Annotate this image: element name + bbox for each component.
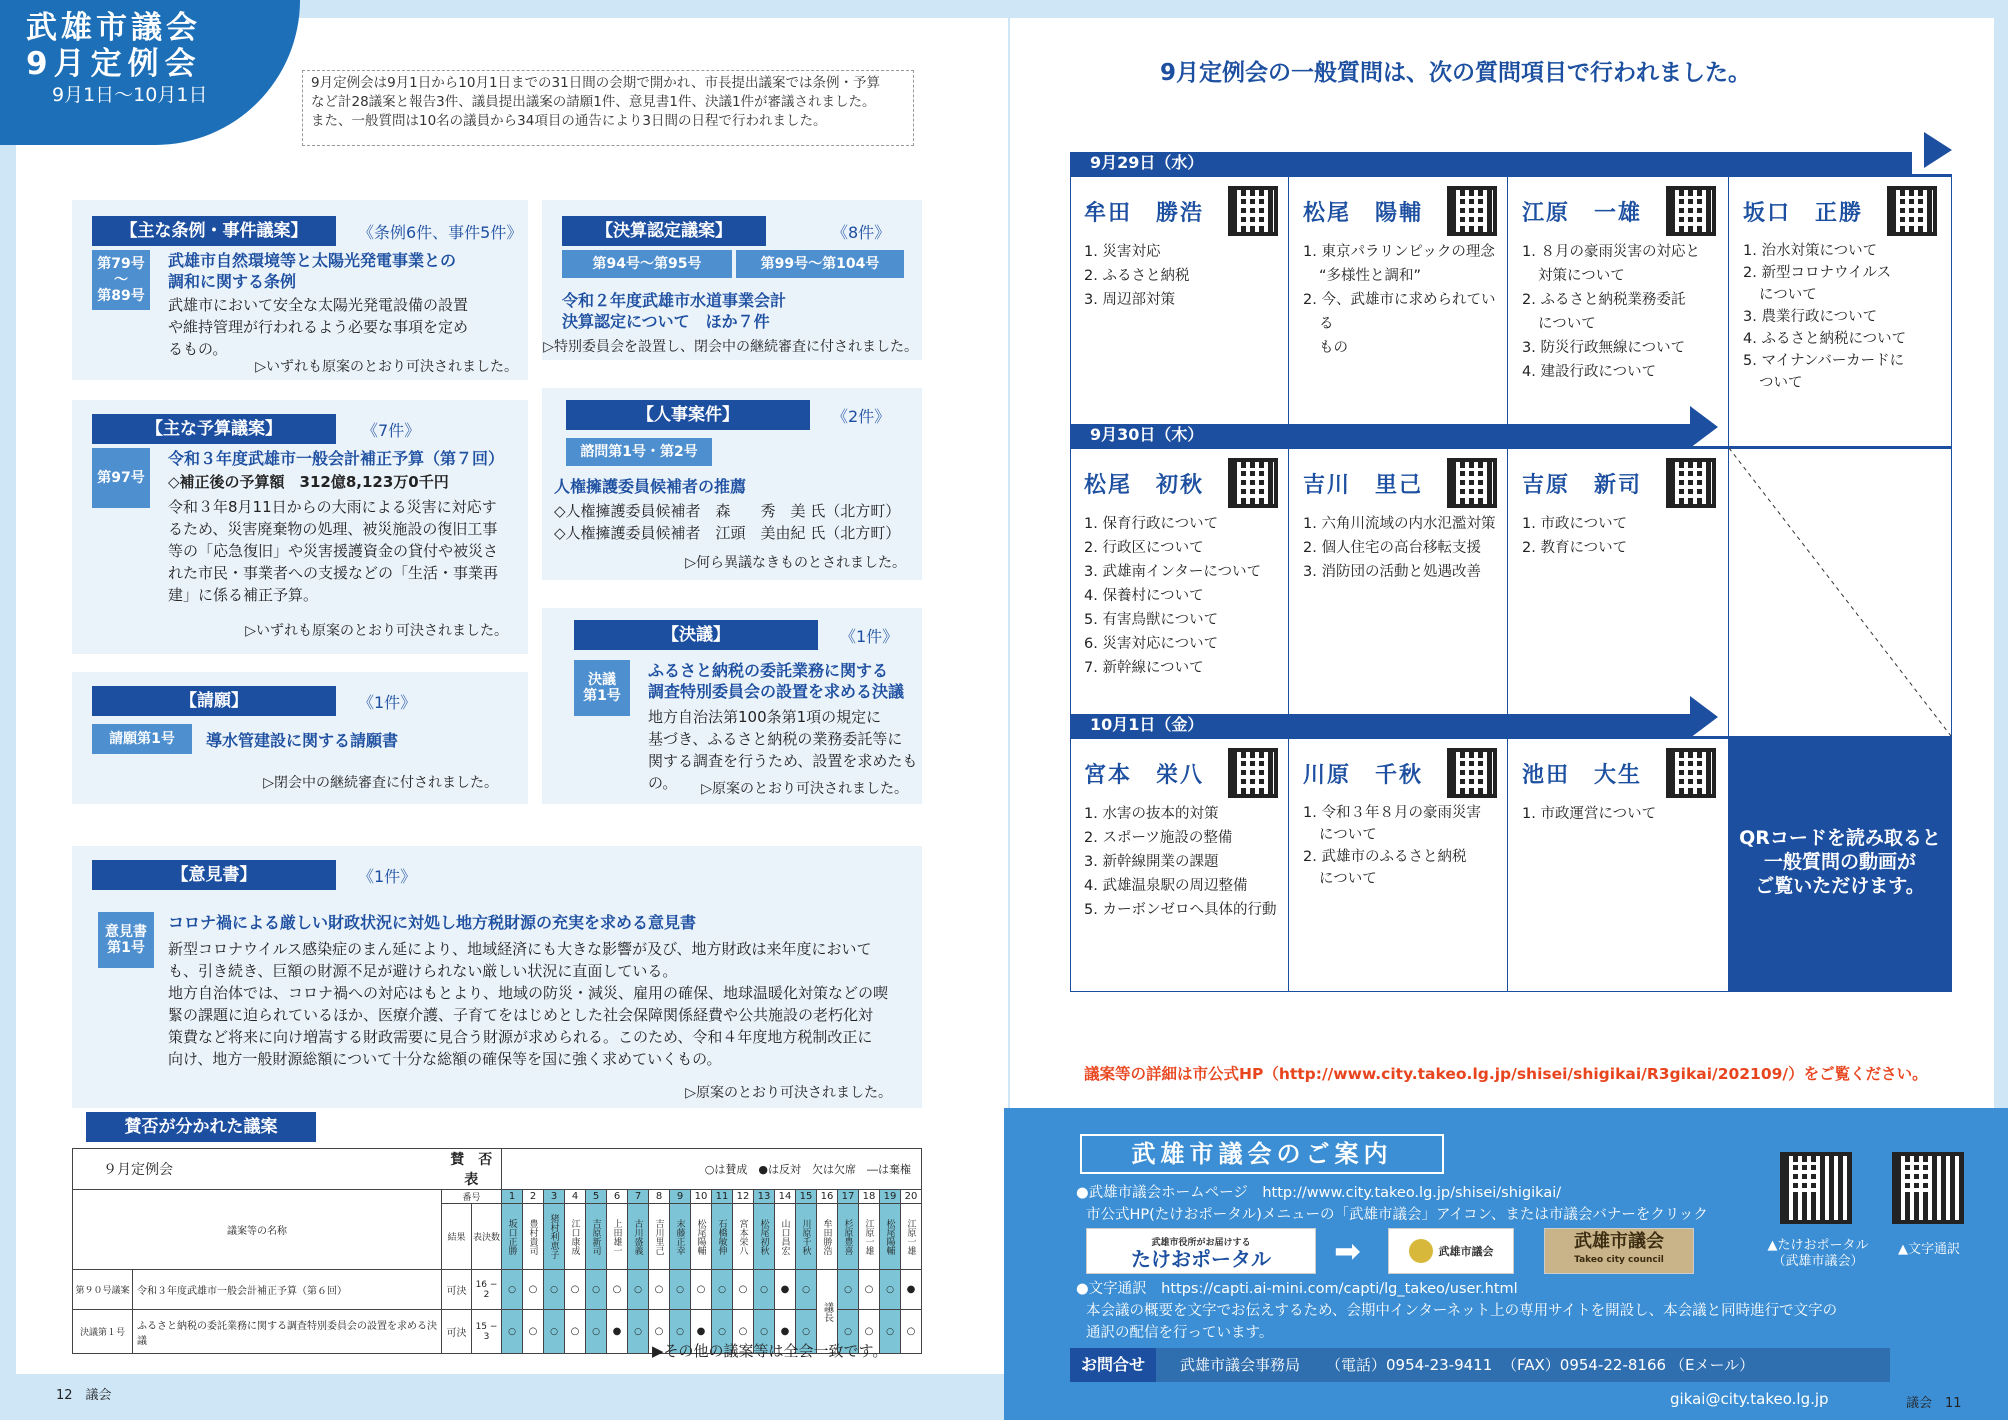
chair-cell: 議長 xyxy=(817,1270,838,1354)
bill-title: 人権擁護委員候補者の推薦 xyxy=(554,477,747,496)
member-cell xyxy=(1508,448,1728,714)
detail-link[interactable]: 議案等の詳細は市公式HP（http://www.city.takeo.lg.jp/shisei/shigikai/R3gikai/202109/）をご覧ください。 xyxy=(1084,1065,1928,1083)
session-label: ９月定例会 xyxy=(73,1149,442,1190)
question-item: 1. 災害対応 xyxy=(1084,244,1161,260)
resolution-box xyxy=(542,608,922,804)
row-id: 第９０号議案 xyxy=(73,1270,133,1310)
row-id: 決議第１号 xyxy=(73,1310,133,1354)
hp-link[interactable]: ●武雄市議会ホームページ http://www.city.takeo.lg.jp/shisei/shigikai/ xyxy=(1076,1185,1562,1201)
member-number: 18 xyxy=(859,1190,880,1204)
phone-number: （電話）0954-23-9411 xyxy=(1326,1356,1493,1374)
question-list xyxy=(1522,802,1656,826)
vote-cell: ○ xyxy=(502,1270,523,1310)
member-name: 江原 一雄 xyxy=(1522,201,1643,226)
council-guide xyxy=(1004,1108,2008,1420)
day-bar: 9月29日（水） xyxy=(1070,152,1912,174)
vote-cell: ● xyxy=(901,1270,922,1310)
table-row xyxy=(73,1270,922,1310)
vote-cell: ○ xyxy=(628,1270,649,1310)
vote-cell: ○ xyxy=(733,1270,754,1310)
vote-cell: ○ xyxy=(670,1310,691,1354)
vote-cell: ○ xyxy=(880,1310,901,1354)
fax-number: （FAX）0954-22-8166 xyxy=(1502,1356,1667,1374)
member-name: 吉原 新司 xyxy=(1522,473,1643,498)
member-name: 川原千秋 xyxy=(796,1204,817,1270)
question-item: 1. 市政について xyxy=(1522,516,1628,532)
member-name: 江原一雄 xyxy=(859,1204,880,1270)
member-cell xyxy=(1508,176,1728,424)
member-name: 坂口 正勝 xyxy=(1743,201,1864,226)
caption-link[interactable]: ●文字通訳 https://capti.ai-mini.com/capti/lg_takeo/user.html xyxy=(1076,1281,1518,1297)
member-name: 吉原新司 xyxy=(586,1204,607,1270)
bill-result: ▷原案のとおり可決されました。 xyxy=(685,1085,892,1101)
council-banner-sub: Takeo city council xyxy=(1574,1255,1664,1265)
section-count: 《2件》 xyxy=(832,407,891,426)
bango-header: 番号 xyxy=(442,1190,502,1204)
candidate-line: ◇人権擁護委員候補者 江頭 美由紀 氏（北方町） xyxy=(554,524,901,542)
bill-title: 武雄市自然環境等と太陽光発電事業との 調和に関する条例 xyxy=(168,251,457,291)
qr-code-icon[interactable] xyxy=(1228,458,1278,508)
council-emblem-icon xyxy=(1409,1239,1433,1263)
member-name: 池田 大生 xyxy=(1522,763,1643,788)
section-header: 【決算認定議案】 xyxy=(562,216,766,246)
vote-cell: ○ xyxy=(838,1270,859,1310)
settlement-box xyxy=(542,200,922,360)
day-bar: 9月30日（木） xyxy=(1070,424,1690,446)
member-name: 石橋敏伸 xyxy=(712,1204,733,1270)
page-number-right: 議会 11 xyxy=(1906,1396,1962,1411)
section-count: 《1件》 xyxy=(358,693,417,712)
member-cell xyxy=(1289,176,1507,424)
bill-number: 第79号 〜 第89号 xyxy=(92,250,150,310)
member-number: 4 xyxy=(565,1190,586,1204)
member-number: 15 xyxy=(796,1190,817,1204)
vote-note: ▶その他の議案等は全会一致です。 xyxy=(652,1342,888,1360)
ordinance-box xyxy=(72,200,528,380)
question-list xyxy=(1522,512,1627,560)
council-icon-label: 武雄市議会 xyxy=(1438,1245,1494,1258)
bill-body: 地方自治法第100条第1項の規定に 基づき、ふるさと納税の業務委託等に 関する調査を行うため、設置を求めたもの。 xyxy=(648,708,918,792)
bill-title: 導水管建設に関する請願書 xyxy=(206,731,399,750)
section-count: 《8件》 xyxy=(832,223,891,242)
member-number: 14 xyxy=(775,1190,796,1204)
vote-cell: ○ xyxy=(733,1310,754,1354)
member-cell xyxy=(1289,448,1507,714)
arrow-right-icon: ➡ xyxy=(1334,1232,1361,1270)
question-item: 2. 教育について xyxy=(1522,540,1628,556)
vote-cell: ○ xyxy=(607,1270,628,1310)
member-number: 7 xyxy=(628,1190,649,1204)
question-list xyxy=(1303,802,1481,890)
question-item: 5. マイナンバーカードに ついて xyxy=(1743,353,1905,391)
vote-legend: ○は賛成 ●は反対 欠は欠席 ―は棄権 xyxy=(502,1149,922,1190)
section-count: 《7件》 xyxy=(362,421,421,440)
portal-small-text: 武雄市役所がお届けする xyxy=(1151,1238,1251,1248)
budget-amount: ◇補正後の予算額 312億8,123万0千円 xyxy=(168,473,449,491)
member-number: 20 xyxy=(901,1190,922,1204)
qr-code-icon[interactable] xyxy=(1780,1152,1852,1224)
member-cell xyxy=(1729,176,1951,424)
question-list xyxy=(1743,240,1906,394)
row-name: ふるさと納税の委託業務に関する調査特別委員会の設置を求める決議 xyxy=(133,1310,442,1354)
bill-result: ▷何ら異議なきものとされました。 xyxy=(685,555,906,571)
bill-title: コロナ禍による厳しい財政状況に対処し地方税財源の充実を求める意見書 xyxy=(168,913,697,932)
member-name: 猪村利恵子 xyxy=(544,1204,565,1270)
question-item: 2. ふるさと納税業務委託 について xyxy=(1522,292,1686,332)
section-count: 《条例6件、事件5件》 xyxy=(358,223,523,242)
member-name: 牟田勝浩 xyxy=(817,1204,838,1270)
member-number: 1 xyxy=(502,1190,523,1204)
bill-body: 武雄市において安全な太陽光発電設備の設置 や維持管理が行われるよう必要な事項を定め るもの。 xyxy=(168,296,469,358)
vote-table xyxy=(72,1148,922,1354)
member-name: 松尾陽輔 xyxy=(691,1204,712,1270)
member-name: 吉川 里己 xyxy=(1303,473,1424,498)
contact-label: お問合せ xyxy=(1070,1348,1156,1382)
member-name: 山口昌宏 xyxy=(775,1204,796,1270)
section-count: 《1件》 xyxy=(358,867,417,886)
budget-box xyxy=(72,400,528,654)
member-number: 3 xyxy=(544,1190,565,1204)
question-item: 5. カーボンゼロへ具体的行動 xyxy=(1084,902,1277,918)
vote-cell: ● xyxy=(775,1270,796,1310)
bill-number: 第94号〜第95号 xyxy=(562,250,732,278)
qr-code-icon[interactable] xyxy=(1666,458,1716,508)
question-item: 2. 武雄市のふるさと納税 について xyxy=(1303,849,1467,887)
question-list xyxy=(1084,512,1261,680)
question-item: 2. 新型コロナウイルス について xyxy=(1743,265,1892,303)
question-list xyxy=(1303,512,1495,584)
bill-result: ▷いずれも原案のとおり可決されました。 xyxy=(245,623,508,639)
member-name: 吉川里己 xyxy=(649,1204,670,1270)
section-header: 【意見書】 xyxy=(92,860,336,890)
member-name: 松尾 陽輔 xyxy=(1303,201,1424,226)
vote-cell: ○ xyxy=(565,1270,586,1310)
contact-bar xyxy=(1070,1348,1890,1408)
member-cell xyxy=(1508,738,1728,992)
member-number: 19 xyxy=(880,1190,901,1204)
question-item: 2. 行政区について xyxy=(1084,540,1204,556)
count-header: 表決数 xyxy=(472,1204,502,1270)
vote-cell: ○ xyxy=(565,1310,586,1354)
question-item: 6. 災害対応について xyxy=(1084,636,1219,652)
row-count: 16 − 2 xyxy=(472,1270,502,1310)
bill-number: 第97号 xyxy=(92,448,150,508)
question-item: 1. 保育行政について xyxy=(1084,516,1219,532)
row-result: 可決 xyxy=(442,1310,472,1354)
question-item: 1. 市政運営について xyxy=(1522,806,1657,822)
page-number-left: 12 議会 xyxy=(56,1388,112,1403)
council-banner-title: 武雄市議会 xyxy=(1574,1231,1664,1252)
bill-result: ▷原案のとおり可決されました。 xyxy=(701,781,908,797)
member-number: 10 xyxy=(691,1190,712,1204)
hp-instruction: 市公式HP(たけおポータル)メニューの「武雄市議会」アイコン、または市議会バナーをクリック xyxy=(1086,1207,1708,1223)
member-number: 12 xyxy=(733,1190,754,1204)
vote-section-title: 賛否が分かれた議案 xyxy=(86,1112,316,1142)
qr-code-icon[interactable] xyxy=(1666,186,1716,236)
question-item: 1. ８月の豪雨災害の対応と 対策について xyxy=(1522,244,1700,284)
intro-line: また、一般質問は10名の議員から34項目の通告により3日間の日程で行われました。 xyxy=(311,113,827,129)
bill-result: ▷特別委員会を設置し、閉会中の継続審査に付されました。 xyxy=(543,339,918,355)
candidate-line: ◇人権擁護委員候補者 森 秀 美 氏（北方町） xyxy=(554,502,901,520)
member-number: 6 xyxy=(607,1190,628,1204)
vote-cell: ○ xyxy=(544,1310,565,1354)
member-name: 牟田 勝浩 xyxy=(1084,201,1205,226)
member-name: 上田雄一 xyxy=(607,1204,628,1270)
empty-cell-diagonal xyxy=(1729,448,1951,736)
qr-code-icon[interactable] xyxy=(1892,1152,1964,1224)
intro-line: など計28議案と報告3件、議員提出議案の請願1件、意見書1件、決議1件が審議されました。 xyxy=(311,94,876,110)
section-header: 【決議】 xyxy=(574,620,818,650)
question-list xyxy=(1303,240,1507,360)
vote-cell: ○ xyxy=(901,1310,922,1354)
vote-cell: ○ xyxy=(502,1310,523,1354)
vote-cell: ● xyxy=(775,1310,796,1354)
qr-code-icon[interactable] xyxy=(1447,458,1497,508)
vote-cell: ○ xyxy=(586,1270,607,1310)
badge-line3: 9月1日〜10月1日 xyxy=(52,84,208,106)
vote-cell: ○ xyxy=(859,1310,880,1354)
council-banner[interactable] xyxy=(1544,1228,1694,1274)
vote-cell: ○ xyxy=(649,1270,670,1310)
row-name: 令和３年度武雄市一般会計補正予算（第６回） xyxy=(133,1270,442,1310)
member-name: 杉原豊喜 xyxy=(838,1204,859,1270)
question-item: 4. 武雄温泉駅の周辺整備 xyxy=(1084,878,1248,894)
section-header: 【主な条例・事件議案】 xyxy=(92,216,336,246)
bill-number: 決議 第1号 xyxy=(574,660,630,716)
guide-title: 武雄市議会のご案内 xyxy=(1080,1134,1444,1174)
right-title: 9月定例会の一般質問は、次の質問項目で行われました。 xyxy=(1160,60,1752,86)
qr-code-icon[interactable] xyxy=(1666,748,1716,798)
intro-line: 9月定例会は9月1日から10月1日までの31日間の会期で開かれ、市長提出議案では条例・予算 xyxy=(311,75,881,91)
row-count: 15 − 3 xyxy=(472,1310,502,1354)
member-number: 5 xyxy=(586,1190,607,1204)
vote-cell: ● xyxy=(691,1310,712,1354)
vote-cell: ○ xyxy=(523,1310,544,1354)
member-cell xyxy=(1070,448,1288,714)
question-item: 3. 農業行政について xyxy=(1743,309,1878,325)
question-item: 2. 今、武雄市に求められている もの xyxy=(1303,292,1496,356)
question-item: 4. 建設行政について xyxy=(1522,364,1657,380)
table-title: 賛 否 表 xyxy=(442,1149,502,1190)
member-number: 13 xyxy=(754,1190,775,1204)
qr-caption: ▲たけおポータル （武雄市議会） xyxy=(1767,1238,1869,1269)
vote-cell: ○ xyxy=(544,1270,565,1310)
question-item: 1. 治水対策について xyxy=(1743,243,1878,259)
caption-description: 本会議の概要を文字でお伝えするため、会期中インターネット上の専用サイトを開設し、本会議と同時進行で文字の 通訳の配信を行っています。 xyxy=(1086,1303,1838,1341)
qr-code-icon[interactable] xyxy=(1228,186,1278,236)
result-header: 結果 xyxy=(442,1204,472,1270)
member-number: 9 xyxy=(670,1190,691,1204)
member-cell xyxy=(1070,738,1288,992)
bill-body: 令和３年8月11日からの大雨による災害に対応す るため、災害廃棄物の処理、被災施設の復旧工事 等の「応急復旧」や災害援護資金の貸付や被災さ れた市民・事業者への支援などの「生活・事業再 建」に係る補正予算。 xyxy=(168,498,499,604)
member-name: 江原一雄 xyxy=(901,1204,922,1270)
member-name: 松尾陽輔 xyxy=(880,1204,901,1270)
member-name: 松尾初秋 xyxy=(754,1204,775,1270)
question-list xyxy=(1084,802,1276,922)
question-item: 1. 令和３年８月の豪雨災害 について xyxy=(1303,805,1481,843)
council-icon-button[interactable] xyxy=(1388,1228,1514,1274)
bill-number: 諮問第1号・第2号 xyxy=(566,438,712,466)
question-list xyxy=(1084,240,1189,312)
member-name: 宮本 栄八 xyxy=(1084,763,1205,788)
member-name: 古川盛義 xyxy=(628,1204,649,1270)
vote-cell: ○ xyxy=(859,1270,880,1310)
bill-title: 令和３年度武雄市一般会計補正予算（第７回） xyxy=(168,449,505,468)
vote-cell: ○ xyxy=(712,1310,733,1354)
member-number: 2 xyxy=(523,1190,544,1204)
member-number: 11 xyxy=(712,1190,733,1204)
day-bar: 10月1日（金） xyxy=(1070,714,1690,736)
section-header: 【請願】 xyxy=(92,686,336,716)
vote-cell: ○ xyxy=(670,1270,691,1310)
question-item: 3. 消防団の活動と処遇改善 xyxy=(1303,564,1481,580)
member-name: 宮本栄八 xyxy=(733,1204,754,1270)
vote-cell: ○ xyxy=(586,1310,607,1354)
question-item: 1. 六角川流域の内水氾濫対策 xyxy=(1303,516,1496,532)
intro-text xyxy=(302,70,914,146)
vote-cell: ○ xyxy=(523,1270,544,1310)
vote-cell: ○ xyxy=(796,1310,817,1354)
badge-line2: 9月定例会 xyxy=(26,46,202,82)
member-number: 8 xyxy=(649,1190,670,1204)
bill-title: ふるさと納税の委託業務に関する 調査特別委員会の設置を求める決議 xyxy=(648,661,905,701)
arrow-right-icon xyxy=(1924,132,1952,168)
qr-code-icon[interactable] xyxy=(1447,748,1497,798)
member-name: 松尾 初秋 xyxy=(1084,473,1205,498)
vote-cell: ○ xyxy=(754,1270,775,1310)
question-item: 1. 水害の抜本的対策 xyxy=(1084,806,1219,822)
question-item: 4. ふるさと納税について xyxy=(1743,331,1907,347)
bill-result: ▷いずれも原案のとおり可決されました。 xyxy=(255,359,518,375)
section-header: 【主な予算議案】 xyxy=(92,414,336,444)
member-name: 豊村貴司 xyxy=(523,1204,544,1270)
takeo-portal-banner[interactable] xyxy=(1086,1228,1316,1274)
question-item: 2. 個人住宅の高台移転支援 xyxy=(1303,540,1481,556)
vote-cell: ● xyxy=(607,1310,628,1354)
question-list xyxy=(1522,240,1700,384)
qr-code-icon[interactable] xyxy=(1887,186,1937,236)
question-item: 2. ふるさと納税 xyxy=(1084,268,1190,284)
vote-cell: ○ xyxy=(691,1270,712,1310)
opinion-box xyxy=(72,846,922,1108)
qr-caption: ▲文字通訳 xyxy=(1898,1242,1960,1257)
member-cell xyxy=(1070,176,1288,424)
portal-name: たけおポータル xyxy=(1131,1247,1271,1271)
question-item: 3. 防災行政無線について xyxy=(1522,340,1686,356)
vote-cell: ○ xyxy=(796,1270,817,1310)
bill-number: 第99号〜第104号 xyxy=(736,250,904,278)
row-result: 可決 xyxy=(442,1270,472,1310)
question-item: 1. 東京パラリンピックの理念 “多様性と調和” xyxy=(1303,244,1495,284)
qr-code-icon[interactable] xyxy=(1447,186,1497,236)
vote-cell: ○ xyxy=(754,1310,775,1354)
member-name: 坂口正勝 xyxy=(502,1204,523,1270)
bill-result: ▷閉会中の継続審査に付されました。 xyxy=(263,775,498,791)
name-col-header: 議案等の名称 xyxy=(73,1190,442,1270)
badge-line1: 武雄市議会 xyxy=(26,10,201,46)
question-item: 2. スポーツ施設の整備 xyxy=(1084,830,1233,846)
vote-cell: ○ xyxy=(838,1310,859,1354)
question-item: 3. 新幹線開業の課題 xyxy=(1084,854,1219,870)
bill-body: 新型コロナウイルス感染症のまん延により、地域経済にも大きな影響が及び、地方財政は来年度において も、引き続き、巨額の財源不足が避けられない厳しい状況に直面している。 地方自治体では、コロナ禍への対応はもとより、地域の防災・減災、雇用の確保、地球温暖化対策などの喫 緊の課題に迫られているほか、医療介護、子育てをはじめとした社会保障関係経費や公共施設の老朽化対 策費など将来に向け増嵩する財政需要に見合う財源が求められる。このため、令和４年度地方税制改正に 向け、地方一般財源総額について十分な総額の確保等を国に強く求めていくもの。 xyxy=(168,940,889,1068)
bill-number: 請願第1号 xyxy=(92,724,192,754)
question-item: 3. 周辺部対策 xyxy=(1084,292,1175,308)
vote-cell: ○ xyxy=(628,1310,649,1354)
member-name: 江口康成 xyxy=(565,1204,586,1270)
question-item: 5. 有害鳥獣について xyxy=(1084,612,1219,628)
office-name: 武雄市議会事務局 xyxy=(1180,1356,1301,1374)
personnel-box xyxy=(542,388,922,580)
member-name: 末藤正幸 xyxy=(670,1204,691,1270)
question-item: 3. 武雄南インターについて xyxy=(1084,564,1262,580)
member-cell xyxy=(1289,738,1507,992)
qr-code-icon[interactable] xyxy=(1228,748,1278,798)
question-item: 7. 新幹線について xyxy=(1084,660,1204,676)
bill-title: 令和２年度武雄市水道事業会計 決算認定について ほか７件 xyxy=(562,291,787,331)
vote-cell: ○ xyxy=(880,1270,901,1310)
question-item: 4. 保養村について xyxy=(1084,588,1204,604)
member-number: 17 xyxy=(838,1190,859,1204)
vote-cell: ○ xyxy=(712,1270,733,1310)
section-header: 【人事案件】 xyxy=(566,400,810,430)
member-name: 川原 千秋 xyxy=(1303,763,1424,788)
email-address[interactable]: （Eメール）gikai@city.takeo.lg.jp xyxy=(1670,1356,1829,1408)
member-number: 16 xyxy=(817,1190,838,1204)
section-count: 《1件》 xyxy=(840,627,899,646)
qr-instruction: QRコードを読み取ると 一般質問の動画が ご覧いただけます。 xyxy=(1728,738,1952,992)
petition-box xyxy=(72,672,528,804)
bill-number: 意見書 第1号 xyxy=(98,912,154,968)
vote-cell: ○ xyxy=(649,1310,670,1354)
